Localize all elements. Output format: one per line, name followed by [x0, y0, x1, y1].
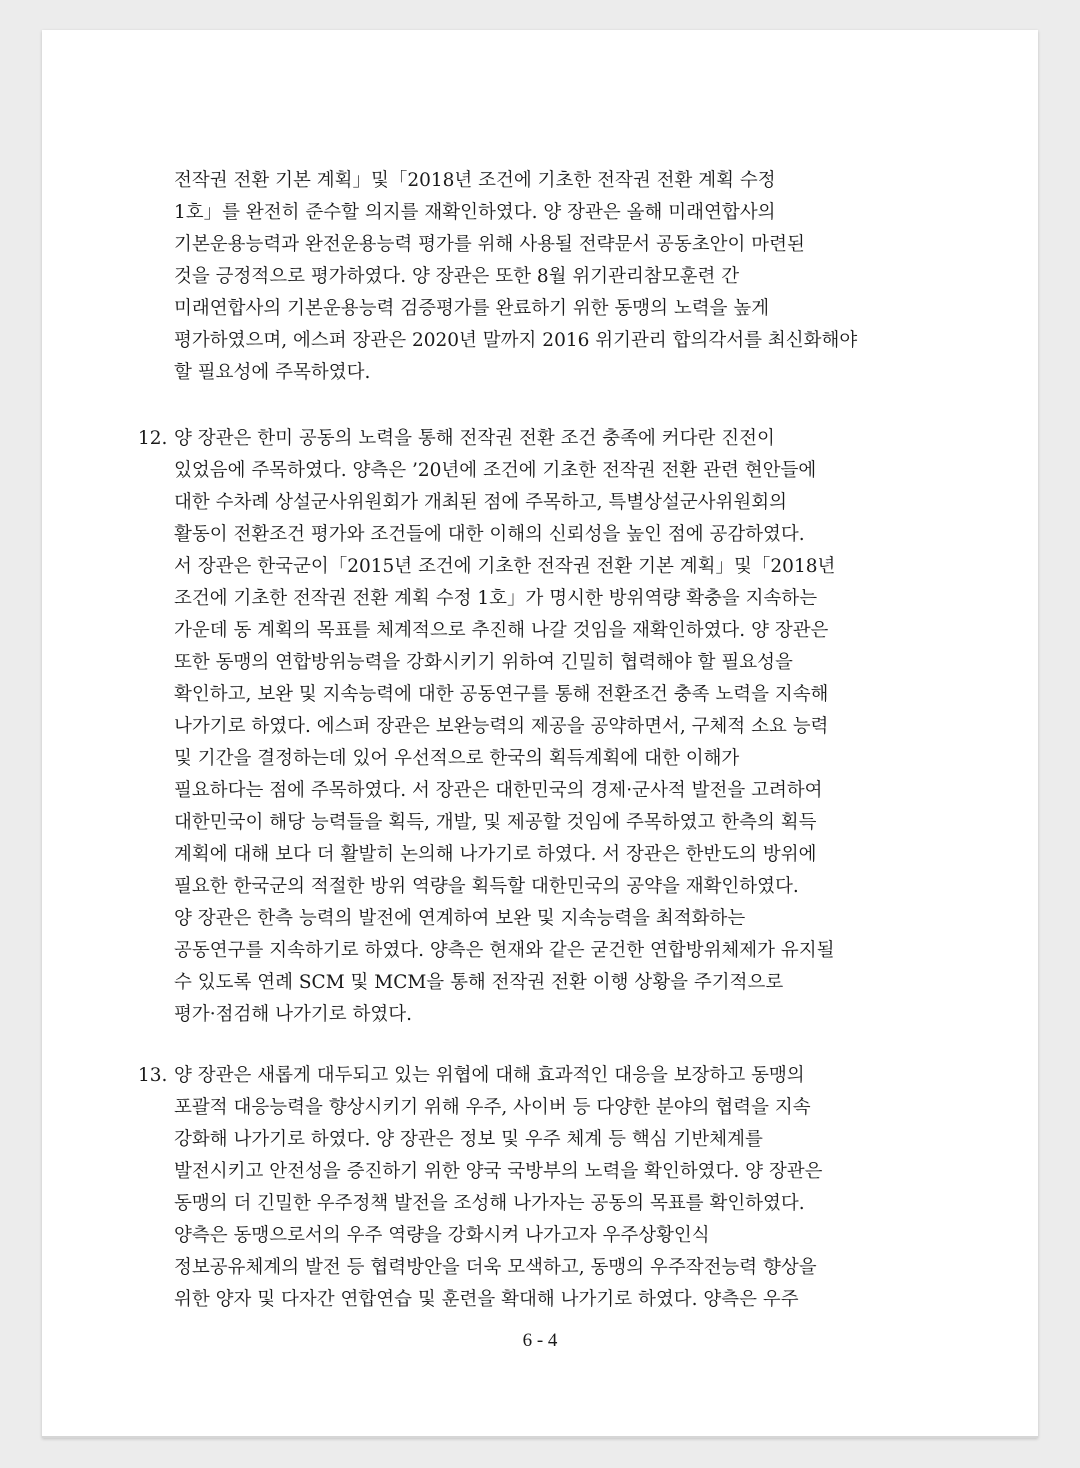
paragraph-11-line: 평가하였으며, 에스퍼 장관은 2020년 말까지 2016 위기관리 합의각서를 최신화해야	[174, 330, 858, 351]
paragraph-11-line: 미래연합사의 기본운용능력 검증평가를 완료하기 위한 동맹의 노력을 높게	[174, 298, 770, 319]
paragraph-11-line: 할 필요성에 주목하였다.	[174, 362, 371, 383]
paragraph-12-line: 수 있도록 연례 SCM 및 MCM을 통해 전작권 전환 이행 상황을 주기적으로	[174, 972, 784, 993]
paragraph-13-line: 강화해 나가기로 하였다. 양 장관은 정보 및 우주 체계 등 핵심 기반체계를	[174, 1129, 763, 1150]
paragraph-12-line: 대한민국이 해당 능력들을 획득, 개발, 및 제공할 것임에 주목하였고 한측의 획득	[174, 812, 817, 833]
paragraph-13-line: 정보공유체계의 발전 등 협력방안을 더욱 모색하고, 동맹의 우주작전능력 향상을	[174, 1257, 817, 1278]
paragraph-12-line: 평가·점검해 나가기로 하였다.	[174, 1004, 412, 1025]
paragraph-12-line: 필요하다는 점에 주목하였다. 서 장관은 대한민국의 경제·군사적 발전을 고려하여	[174, 780, 823, 801]
page-number: 6 - 4	[522, 1330, 558, 1351]
paragraph-12-number: 12.	[138, 428, 168, 449]
paragraph-12-line: 공동연구를 지속하기로 하였다. 양측은 현재와 같은 굳건한 연합방위체제가 유지될	[174, 940, 835, 961]
paragraph-12-line: 활동이 전환조건 평가와 조건들에 대한 이해의 신뢰성을 높인 점에 공감하였다.	[174, 524, 805, 545]
paragraph-12-line: 조건에 기초한 전작권 전환 계획 수정 1호」가 명시한 방위역량 확충을 지속하는	[174, 588, 818, 609]
paragraph-12-line: 있었음에 주목하였다. 양측은 ’20년에 조건에 기초한 전작권 전환 관련 현안들에	[174, 460, 817, 481]
paragraph-12-line: 필요한 한국군의 적절한 방위 역량을 획득할 대한민국의 공약을 재확인하였다.	[174, 876, 799, 897]
paragraph-12-line: 계획에 대해 보다 더 활발히 논의해 나가기로 하였다. 서 장관은 한반도의 방위에	[174, 844, 817, 865]
paragraph-13-line: 양 장관은 새롭게 대두되고 있는 위협에 대해 효과적인 대응을 보장하고 동맹의	[174, 1065, 805, 1086]
page-bottom-edge	[42, 1436, 1038, 1438]
paragraph-12-line: 또한 동맹의 연합방위능력을 강화시키기 위하여 긴밀히 협력해야 할 필요성을	[174, 652, 793, 673]
paragraph-13-line: 양측은 동맹으로서의 우주 역량을 강화시켜 나가고자 우주상황인식	[174, 1225, 710, 1246]
document-page	[42, 30, 1038, 1438]
paragraph-12-line: 대한 수차례 상설군사위원회가 개최된 점에 주목하고, 특별상설군사위원회의	[174, 492, 788, 513]
paragraph-12-line: 나가기로 하였다. 에스퍼 장관은 보완능력의 제공을 공약하면서, 구체적 소요 능력	[174, 716, 829, 737]
paragraph-13-line: 포괄적 대응능력을 향상시키기 위해 우주, 사이버 등 다양한 분야의 협력을 지속	[174, 1097, 811, 1118]
paragraph-12-line: 가운데 동 계획의 목표를 체계적으로 추진해 나갈 것임을 재확인하였다. 양 장관은	[174, 620, 829, 641]
paragraph-13-line: 동맹의 더 긴밀한 우주정책 발전을 조성해 나가자는 공동의 목표를 확인하였다.	[174, 1193, 805, 1214]
paragraph-13-line: 발전시키고 안전성을 증진하기 위한 양국 국방부의 노력을 확인하였다. 양 장관은	[174, 1161, 823, 1182]
paragraph-12-line: 확인하고, 보완 및 지속능력에 대한 공동연구를 통해 전환조건 충족 노력을 지속해	[174, 684, 829, 705]
paragraph-12-line: 양 장관은 한미 공동의 노력을 통해 전작권 전환 조건 충족에 커다란 진전이	[174, 428, 775, 449]
paragraph-13-number: 13.	[138, 1065, 168, 1086]
paragraph-11-line: 것을 긍정적으로 평가하였다. 양 장관은 또한 8월 위기관리참모훈련 간	[174, 266, 740, 287]
paragraph-11-line: 전작권 전환 기본 계획」및「2018년 조건에 기초한 전작권 전환 계획 수정	[174, 170, 776, 191]
paragraph-12-line: 양 장관은 한측 능력의 발전에 연계하여 보완 및 지속능력을 최적화하는	[174, 908, 746, 929]
paragraph-12-line: 및 기간을 결정하는데 있어 우선적으로 한국의 획득계획에 대한 이해가	[174, 748, 740, 769]
paragraph-13-line: 위한 양자 및 다자간 연합연습 및 훈련을 확대해 나가기로 하였다. 양측은 우주	[174, 1289, 799, 1310]
paragraph-11-line: 기본운용능력과 완전운용능력 평가를 위해 사용될 전략문서 공동초안이 마련된	[174, 234, 805, 255]
paragraph-11-line: 1호」를 완전히 준수할 의지를 재확인하였다. 양 장관은 올해 미래연합사의	[174, 202, 776, 223]
paragraph-12-line: 서 장관은 한국군이「2015년 조건에 기초한 전작권 전환 기본 계획」및「2018년	[174, 556, 836, 577]
